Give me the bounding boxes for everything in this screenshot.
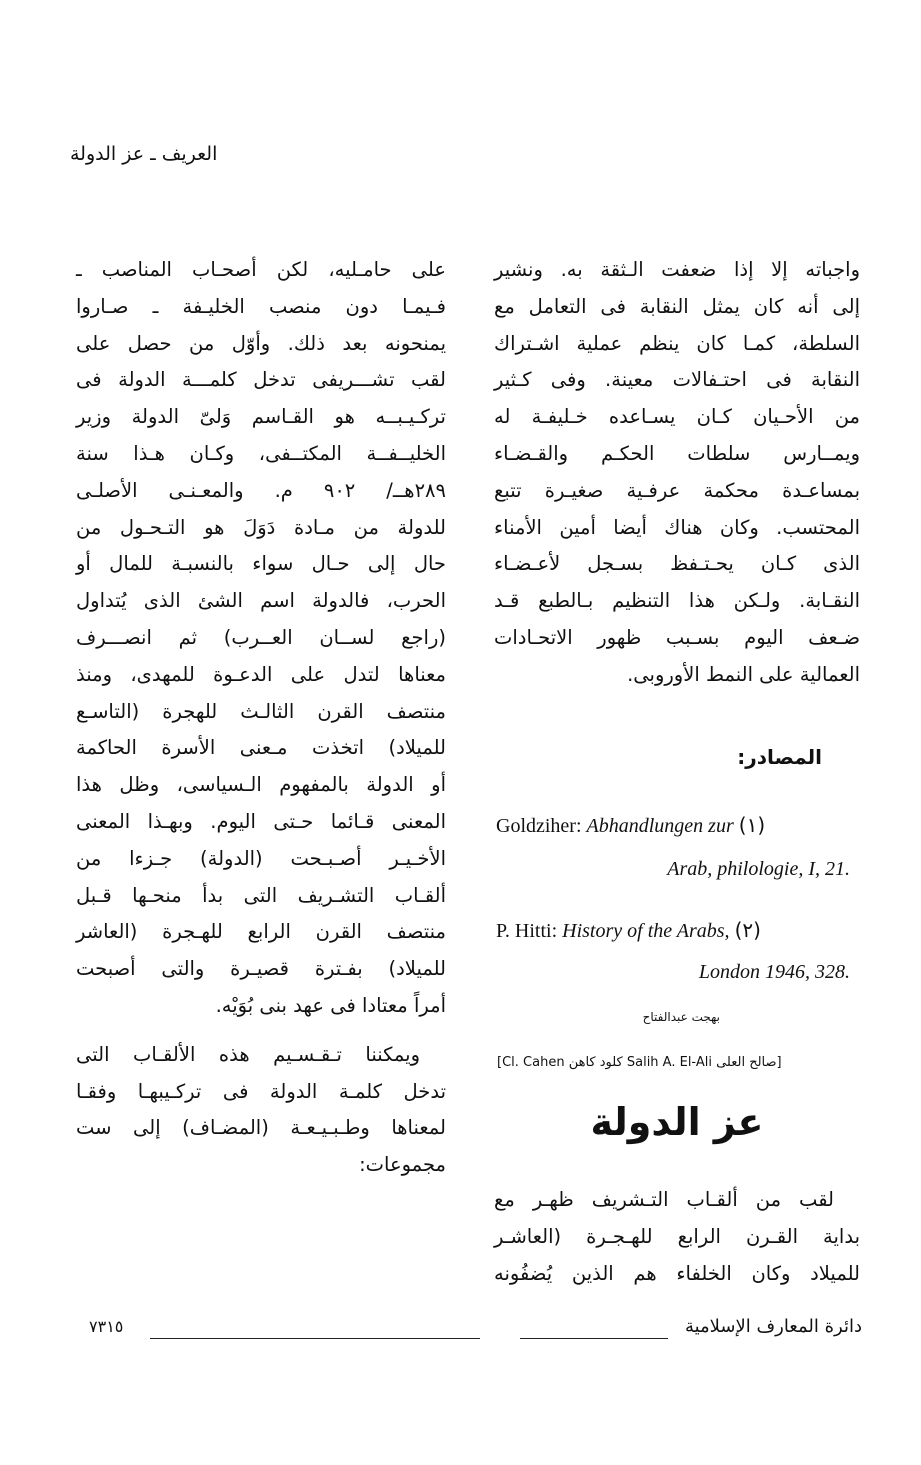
text-line: مجموعات:: [359, 1153, 446, 1177]
page-number: ٧٣١٥: [89, 1317, 124, 1336]
text-line: أو الدولة بالمفهوم الـسياسى، وظل هذا: [76, 773, 446, 797]
text-line: السلطة، كمـا كان ينظم عملية اشـتراك: [494, 331, 860, 355]
text-line: العمالية على النمط الأوروبى.: [627, 662, 860, 686]
reference-1: [496, 813, 826, 838]
entry-title: عز الدولة: [590, 1100, 764, 1144]
left-column-text: [76, 252, 446, 1184]
text-line: الحرب، فالدولة اسم الشئ الذى يُتداول: [76, 589, 446, 613]
text-line: لقب تشـــريفى تدخل كلمـــة الدولة فى: [76, 368, 446, 392]
text-line: أمراً معتادا فى عهد بنى بُوَيْه.: [215, 993, 446, 1017]
text-line: الذى كـان يحـتـفظ بسـجل لأعـضـاء: [494, 552, 860, 576]
text-line: ألقـاب التشـريف التى بدأ منحـها قـبل: [76, 883, 446, 907]
text-line: (راجع لســان العــرب) ثم انصـــرف: [76, 625, 446, 649]
text-line: النقابة فى احتـفالات معينة. وفى كـثير: [494, 368, 860, 392]
reference-2-continuation: [520, 961, 850, 984]
text-line: فـيمـا دون منصب الخليـفة ـ صـاروا: [76, 294, 446, 318]
reference-author: P. Hitti:: [496, 920, 558, 942]
text-line: بداية القـرن الرابع للهـجـرة (العاشـر: [494, 1224, 860, 1248]
right-column-text: [494, 252, 860, 694]
text-line: ضـعف اليوم بسـبب ظهور الاتحـادات: [494, 625, 860, 649]
running-head: العريف ـ عز الدولة: [70, 143, 218, 165]
text-line: المعنى قـائما حـتى اليوم. وبهـذا المعنى: [76, 809, 446, 833]
text-line: المحتسب. وكان هناك أيضا أمين الأمناء: [494, 515, 860, 539]
text-line: للميلاد) بفـترة قصيـرة والتى أصبحت: [76, 957, 446, 981]
translator-name: بهجت عبدالفتاح: [642, 1010, 720, 1024]
text-line: الأخـيـر أصـبـحت (الدولة) جـزءا من: [76, 846, 446, 870]
text-line: ويمكننا تـقـسـيم هذه الألقـاب التى: [76, 1042, 420, 1066]
text-line: تركـيـبــه هو القـاسم وَلىّ الدولة وزير: [76, 405, 446, 429]
text-line: للميلاد) اتخذت مـعنى الأسرة الحاكمة: [76, 736, 446, 760]
reference-2: [496, 918, 826, 943]
text-line: لقب من ألقـاب التـشريف ظهـر مع: [494, 1188, 834, 1211]
reference-number: (١): [738, 813, 766, 837]
text-line: الخليــفــة المكتــفى، وكـان هـذا سنة: [76, 441, 446, 465]
text-line: تدخل كلمـة الدولة فى تركـيبهـا وفقـا: [76, 1079, 446, 1103]
entry-text: [494, 1182, 860, 1292]
text-line: منتصف القرن الرابع للهـجرة (العاشر: [76, 920, 446, 944]
reference-continuation: London 1946, 328.: [698, 961, 850, 983]
text-line: ويمــارس سلطات الحكـم والقـضـاء: [494, 441, 860, 465]
sources-heading: المصادر:: [737, 745, 822, 769]
text-line: معناها لتدل على الدعـوة للمهدى، ومنذ: [76, 662, 446, 686]
text-line: لمعناها وطـبـيـعـة (المضـاف) إلى ست: [76, 1116, 446, 1140]
text-line: للميلاد وكان الخلفاء هم الذين يُضفُونه: [494, 1261, 860, 1285]
reference-number: (٢): [734, 918, 761, 942]
text-line: بمساعـدة محكمة عرفـية صغيـرة تتبع: [494, 478, 860, 502]
reference-continuation: Arab, philologie, I, 21.: [667, 858, 850, 880]
text-line: للدولة من مـادة دَوَلَ هو التـحـول من: [76, 515, 446, 539]
footer-rule-left: [150, 1338, 480, 1339]
footer-rule-right: [520, 1338, 668, 1339]
text-line: يمنحونه بعد ذلك. وأوّل من حصل على: [76, 331, 446, 355]
article-authors: [صالح العلى Salih A. El-Ali كلود كاهن Cl. Cahen]: [497, 1055, 782, 1070]
reference-title: Abhandlungen zur: [586, 815, 734, 837]
reference-title: History of the Arabs,: [562, 920, 730, 942]
text-line: من الأحـيان كـان يسـاعده خـليفـة له: [494, 405, 860, 429]
text-line: ٢٨٩هــ/ ٩٠٢ م. والمعـنـى الأصلـى: [76, 478, 446, 502]
reference-author: Goldziher:: [496, 815, 582, 837]
text-line: النقـابة. ولـكن هذا التنظيم بـالطبع قـد: [494, 589, 860, 613]
publication-name: دائرة المعارف الإسلامية: [684, 1316, 862, 1337]
text-line: إلى أنه كان يمثل النقابة فى التعامل مع: [494, 294, 860, 318]
text-line: واجباته إلا إذا ضعفت الـثقة به. ونشير: [494, 258, 860, 281]
text-line: منتصف القرن الثالـث للهجرة (التاسـع: [76, 699, 446, 723]
text-line: على حامـليه، لكن أصحـاب المناصب ـ: [76, 258, 446, 281]
reference-1-continuation: [520, 858, 850, 881]
text-line: حال إلى حـال سواء بالنسبـة للمال أو: [76, 552, 446, 576]
